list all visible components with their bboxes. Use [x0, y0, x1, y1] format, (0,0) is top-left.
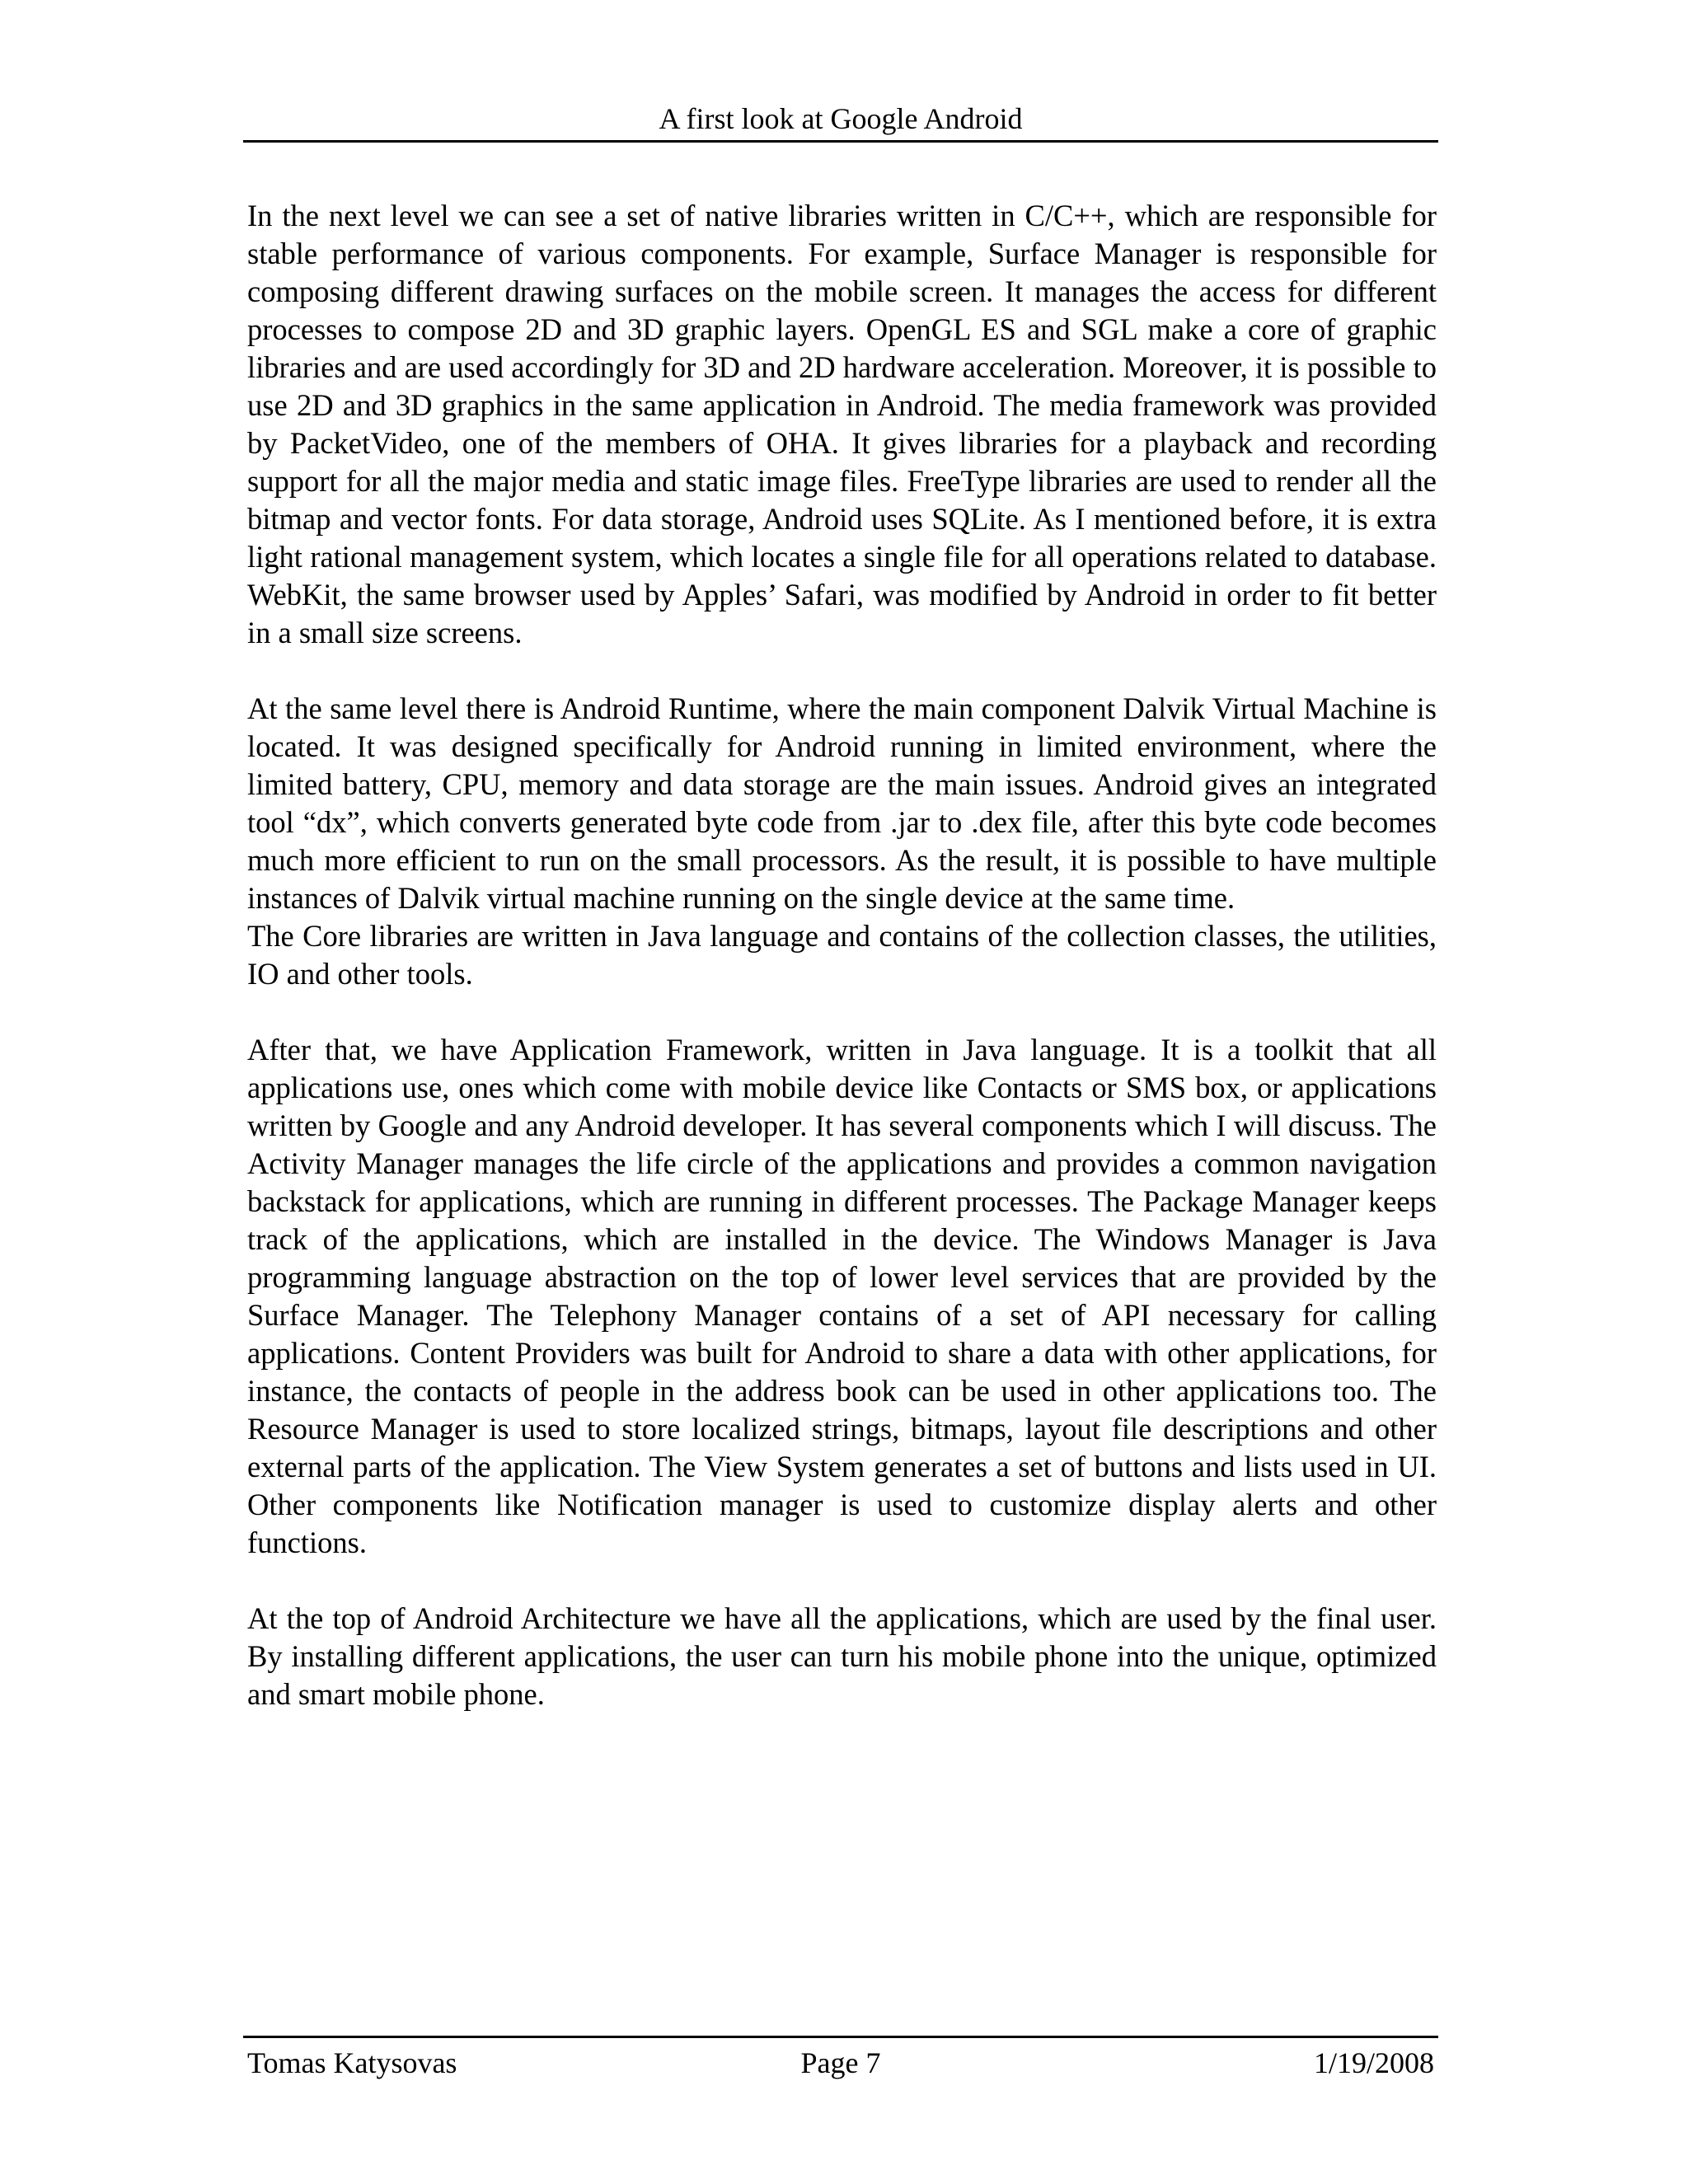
- page-footer: [243, 2036, 1438, 2079]
- paragraph-native-libraries: In the next level we can see a set of native libraries written in C/C++, which are responsible for stable performance of various components. For example, Surface Manager is responsible for composing different drawing surfaces on the mobile screen. It manages the access for different processes to compose 2D and 3D graphic layers. OpenGL ES and SGL make a core of graphic libraries and are used accordingly for 3D and 2D hardware acceleration. Moreover, it is possible to use 2D and 3D graphics in the same application in Android. The media framework was provided by PacketVideo, one of the members of OHA. It gives libraries for a playback and recording support for all the major media and static image files. FreeType libraries are used to render all the bitmap and vector fonts. For data storage, Android uses SQLite. As I mentioned before, it is extra light rational management system, which locates a single file for all operations related to database. WebKit, the same browser used by Apples’ Safari, was modified by Android in order to fit better in a small size screens.: [247, 199, 1437, 649]
- footer-date: 1/19/2008: [1313, 2046, 1434, 2079]
- paragraph-core-libraries: The Core libraries are written in Java language and contains of the collection classes, the utilities, IO and other tools.: [247, 919, 1437, 991]
- body-text: [247, 197, 1437, 1751]
- page-header: [243, 99, 1438, 143]
- paragraph-android-runtime: At the same level there is Android Runtime, where the main component Dalvik Virtual Machine is located. It was designed specifically for Android running in limited environment, where the limited battery, CPU, memory and data storage are the main issues. Android gives an integrated tool “dx”, which converts generated byte code from .jar to .dex file, after this byte code becomes much more efficient to run on the small processors. As the result, it is possible to have multiple instances of Dalvik virtual machine running on the single device at the same time.: [247, 691, 1437, 915]
- paragraph-application-framework: After that, we have Application Framework, written in Java language. It is a toolkit that all applications use, ones which come with mobile device like Contacts or SMS box, or applications written by Google and any Android developer. It has several components which I will discuss. The Activity Manager manages the life circle of the applications and provides a common navigation backstack for applications, which are running in different processes. The Package Manager keeps track of the applications, which are installed in the device. The Windows Manager is Java programming language abstraction on the top of lower level services that are provided by the Surface Manager. The Telephony Manager contains of a set of API necessary for calling applications. Content Providers was built for Android to share a data with other applications, for instance, the contacts of people in the address book can be used in other applications too. The Resource Manager is used to store localized strings, bitmaps, layout file descriptions and other external parts of the application. The View System generates a set of buttons and lists used in UI. Other components like Notification manager is used to customize display alerts and other functions.: [247, 1033, 1437, 1559]
- header-title: A first look at Google Android: [659, 102, 1023, 135]
- footer-page-number: Page 7: [800, 2046, 881, 2079]
- footer-author: Tomas Katysovas: [247, 2046, 457, 2079]
- paragraph-applications: At the top of Android Architecture we have all the applications, which are used by the final user. By installing different applications, the user can turn his mobile phone into the unique, optimized and smart mobile phone.: [247, 1601, 1437, 1711]
